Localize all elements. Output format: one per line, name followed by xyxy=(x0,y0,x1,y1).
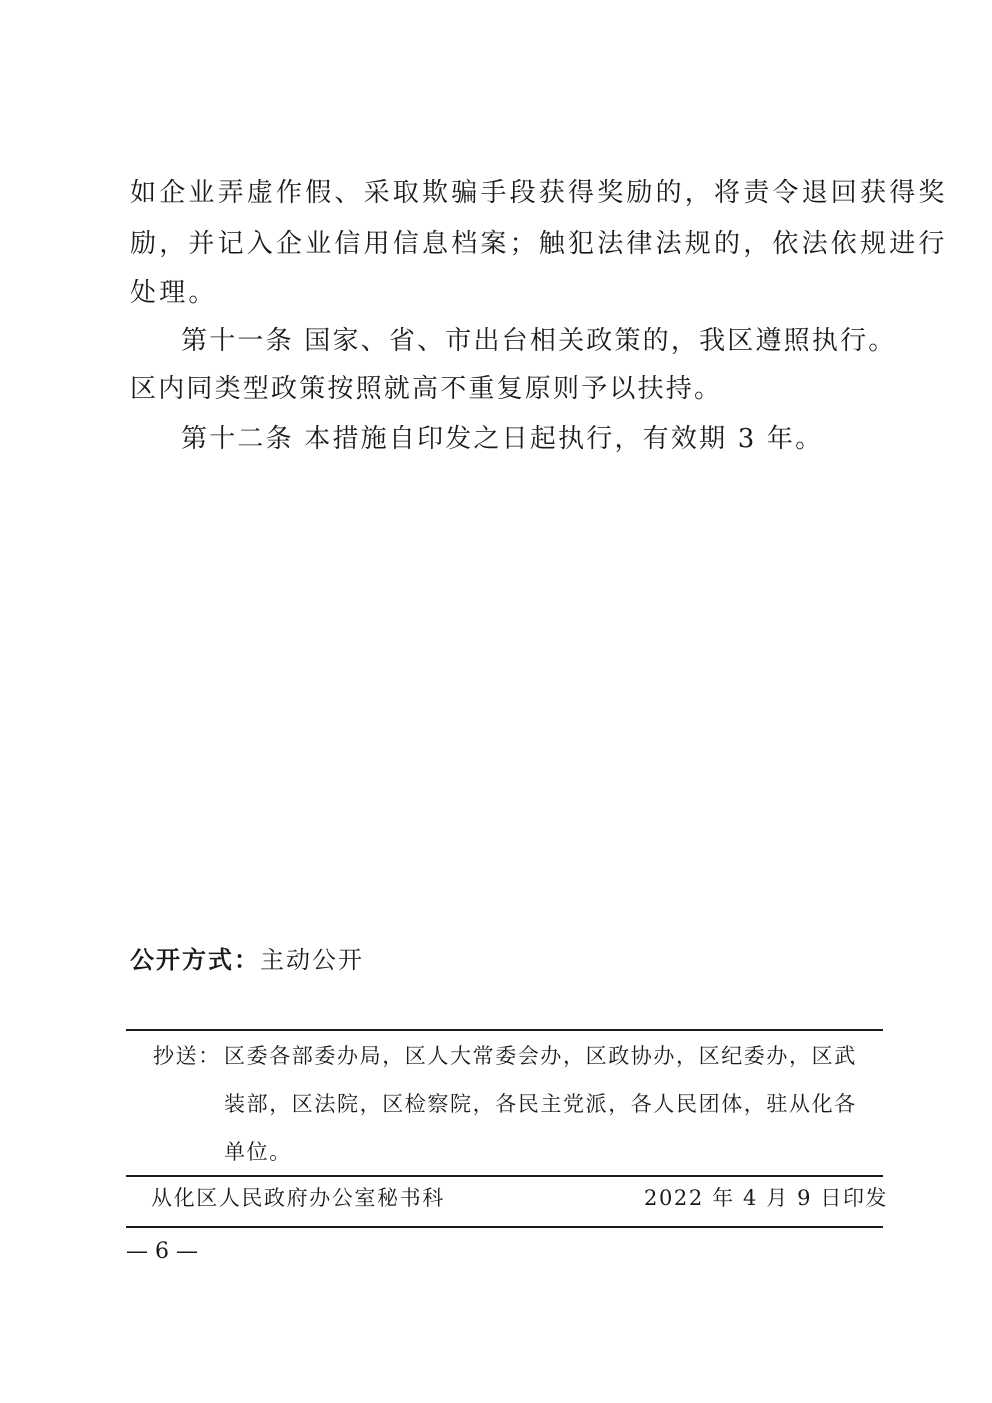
footer-top-rule xyxy=(126,1175,883,1177)
cc-top-rule xyxy=(126,1029,883,1031)
page-number: — 6 — xyxy=(126,1239,198,1264)
publicity-label: 公开方式： xyxy=(130,946,260,974)
cc-line: 装部，区法院，区检察院，各民主党派，各人民团体，驻从化各 xyxy=(224,1092,857,1116)
cc-line: 区委各部委办局，区人大常委会办，区政协办，区纪委办，区武 xyxy=(224,1044,857,1068)
article-12-line: 第十二条 本措施自印发之日起执行，有效期 3 年。 xyxy=(181,424,824,454)
footer-bottom-rule xyxy=(126,1226,883,1228)
body-paragraph-line: 励，并记入企业信用信息档案；触犯法律法规的，依法依规进行 xyxy=(130,229,948,259)
cc-label: 抄送： xyxy=(153,1044,221,1068)
body-paragraph-line: 处理。 xyxy=(130,278,218,308)
issue-date: 2022 年 4 月 9 日印发 xyxy=(644,1186,889,1210)
publicity-method xyxy=(130,943,364,977)
issuer: 从化区人民政府办公室秘书科 xyxy=(151,1186,445,1210)
body-paragraph-line: 如企业弄虚作假、采取欺骗手段获得奖励的，将责令退回获得奖 xyxy=(130,178,948,208)
article-11-line: 第十一条 国家、省、市出台相关政策的，我区遵照执行。 xyxy=(181,326,897,356)
cc-line: 单位。 xyxy=(224,1140,292,1164)
article-11-line: 区内同类型政策按照就高不重复原则予以扶持。 xyxy=(130,374,723,404)
publicity-value: 主动公开 xyxy=(260,946,364,974)
